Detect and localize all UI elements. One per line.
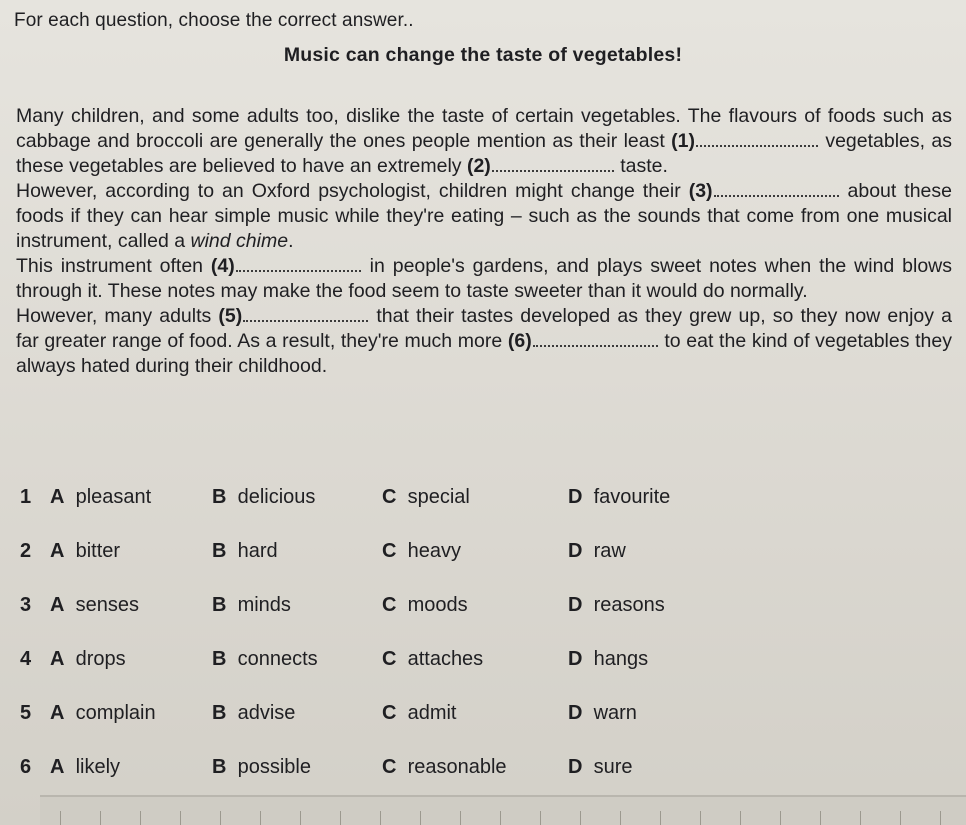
text-segment: taste. (614, 155, 668, 177)
option-a[interactable] (50, 648, 126, 671)
text-segment: Many children, and some adults too, dislike the taste of certain vegetables. The flavours of foods such as cabbage and broccoli are generally the ones people mention as their least (16, 105, 952, 152)
option-letter: B (212, 756, 227, 778)
option-text: sure (593, 756, 633, 778)
gap-number: (5) (218, 305, 243, 327)
gap-blank (492, 156, 614, 172)
question-row (20, 540, 720, 594)
text-segment: However, according to an Oxford psychologist, children might change their (16, 180, 689, 202)
option-letter: D (568, 594, 583, 616)
question-row (20, 594, 720, 648)
option-c[interactable] (382, 756, 507, 779)
gap-blank (714, 181, 839, 197)
answer-options (20, 486, 720, 810)
option-text: reasons (593, 594, 665, 616)
option-letter: A (50, 486, 65, 508)
gap-blank (696, 131, 818, 147)
ruler-edge (40, 795, 966, 825)
option-c[interactable] (382, 540, 461, 563)
option-text: favourite (593, 486, 671, 508)
option-letter: B (212, 540, 227, 562)
option-b[interactable] (212, 756, 311, 779)
option-text: reasonable (407, 756, 507, 778)
text-segment: about these foods if they can hear simple music while they're eating – such as the sounds that come from one musical instrument, called a (16, 180, 953, 252)
option-letter: D (568, 486, 583, 508)
option-letter: C (382, 486, 397, 508)
question-number: 1 (20, 486, 32, 508)
option-b[interactable] (212, 486, 315, 509)
option-text: senses (75, 594, 139, 616)
option-letter: B (212, 486, 227, 508)
option-c[interactable] (382, 594, 468, 617)
option-letter: B (212, 594, 227, 616)
option-text: advise (237, 702, 296, 724)
question-row (20, 648, 720, 702)
paragraph-1 (16, 104, 952, 179)
option-text: raw (593, 540, 626, 562)
option-letter: C (382, 756, 397, 778)
question-number: 4 (20, 648, 32, 670)
option-text: admit (407, 702, 457, 724)
option-text: attaches (407, 648, 484, 670)
text-segment: vegetables, as these vegetables are believed to have an extremely (16, 130, 953, 177)
option-letter: B (212, 702, 227, 724)
question-number: 5 (20, 702, 32, 724)
option-c[interactable] (382, 648, 483, 671)
option-text: likely (75, 756, 121, 778)
option-a[interactable] (50, 756, 120, 779)
option-letter: A (50, 756, 65, 778)
option-letter: C (382, 594, 397, 616)
text-segment: . (288, 230, 294, 252)
paragraph-2 (16, 179, 952, 254)
option-b[interactable] (212, 594, 291, 617)
paragraph-4 (16, 304, 952, 379)
text-segment: This instrument often (16, 255, 211, 277)
option-d[interactable] (568, 648, 648, 671)
gap-blank (236, 256, 361, 272)
option-text: heavy (407, 540, 461, 562)
option-a[interactable] (50, 540, 120, 563)
text-segment: in people's gardens, and plays sweet notes when the wind blows through it. These notes may make the food seem to taste sweeter than it would do normally. (16, 255, 953, 302)
option-b[interactable] (212, 540, 278, 563)
text-italic: wind chime (190, 230, 289, 252)
option-text: bitter (75, 540, 121, 562)
gap-number: (3) (688, 180, 713, 202)
question-number: 6 (20, 756, 32, 778)
option-text: moods (407, 594, 468, 616)
question-row (20, 702, 720, 756)
gap-number: (4) (210, 255, 235, 277)
option-a[interactable] (50, 702, 156, 725)
option-text: drops (75, 648, 126, 670)
option-text: special (407, 486, 470, 508)
option-text: connects (237, 648, 318, 670)
option-letter: A (50, 702, 65, 724)
passage (16, 104, 952, 379)
option-text: minds (237, 594, 291, 616)
option-text: hangs (593, 648, 649, 670)
option-letter: A (50, 648, 65, 670)
option-b[interactable] (212, 648, 318, 671)
instruction-text: For each question, choose the correct answer.. (14, 10, 414, 31)
paragraph-3 (16, 254, 952, 304)
text-segment: to eat the kind of vegetables they always hated during their childhood. (16, 330, 952, 377)
gap-blank (533, 331, 658, 347)
option-letter: D (568, 756, 583, 778)
gap-number: (2) (466, 155, 491, 177)
gap-number: (1) (671, 130, 695, 152)
option-letter: D (568, 540, 583, 562)
passage-title: Music can change the taste of vegetables! (283, 44, 683, 66)
option-text: possible (237, 756, 311, 778)
option-d[interactable] (568, 540, 626, 563)
question-row (20, 486, 720, 540)
question-number: 2 (20, 540, 32, 562)
text-segment: that their tastes developed as they grew up, so they now enjoy a far greater range of food. As a result, they're much more (16, 305, 952, 352)
option-letter: C (382, 648, 397, 670)
option-c[interactable] (382, 486, 470, 509)
text-segment: However, many adults (16, 305, 219, 327)
question-number: 3 (20, 594, 32, 616)
option-text: warn (593, 702, 637, 724)
option-b[interactable] (212, 702, 295, 725)
option-text: hard (237, 540, 278, 562)
option-letter: C (382, 540, 397, 562)
option-d[interactable] (568, 756, 632, 779)
option-text: pleasant (75, 486, 152, 508)
gap-number: (6) (507, 330, 532, 352)
option-letter: C (382, 702, 397, 724)
option-letter: D (568, 702, 583, 724)
option-letter: A (50, 540, 65, 562)
option-d[interactable] (568, 702, 637, 725)
option-text: delicious (237, 486, 316, 508)
option-letter: A (50, 594, 65, 616)
option-letter: B (212, 648, 227, 670)
gap-blank (243, 306, 368, 322)
option-a[interactable] (50, 594, 139, 617)
option-letter: D (568, 648, 583, 670)
option-a[interactable] (50, 486, 151, 509)
option-c[interactable] (382, 702, 456, 725)
option-text: complain (75, 702, 156, 724)
option-d[interactable] (568, 486, 670, 509)
option-d[interactable] (568, 594, 665, 617)
